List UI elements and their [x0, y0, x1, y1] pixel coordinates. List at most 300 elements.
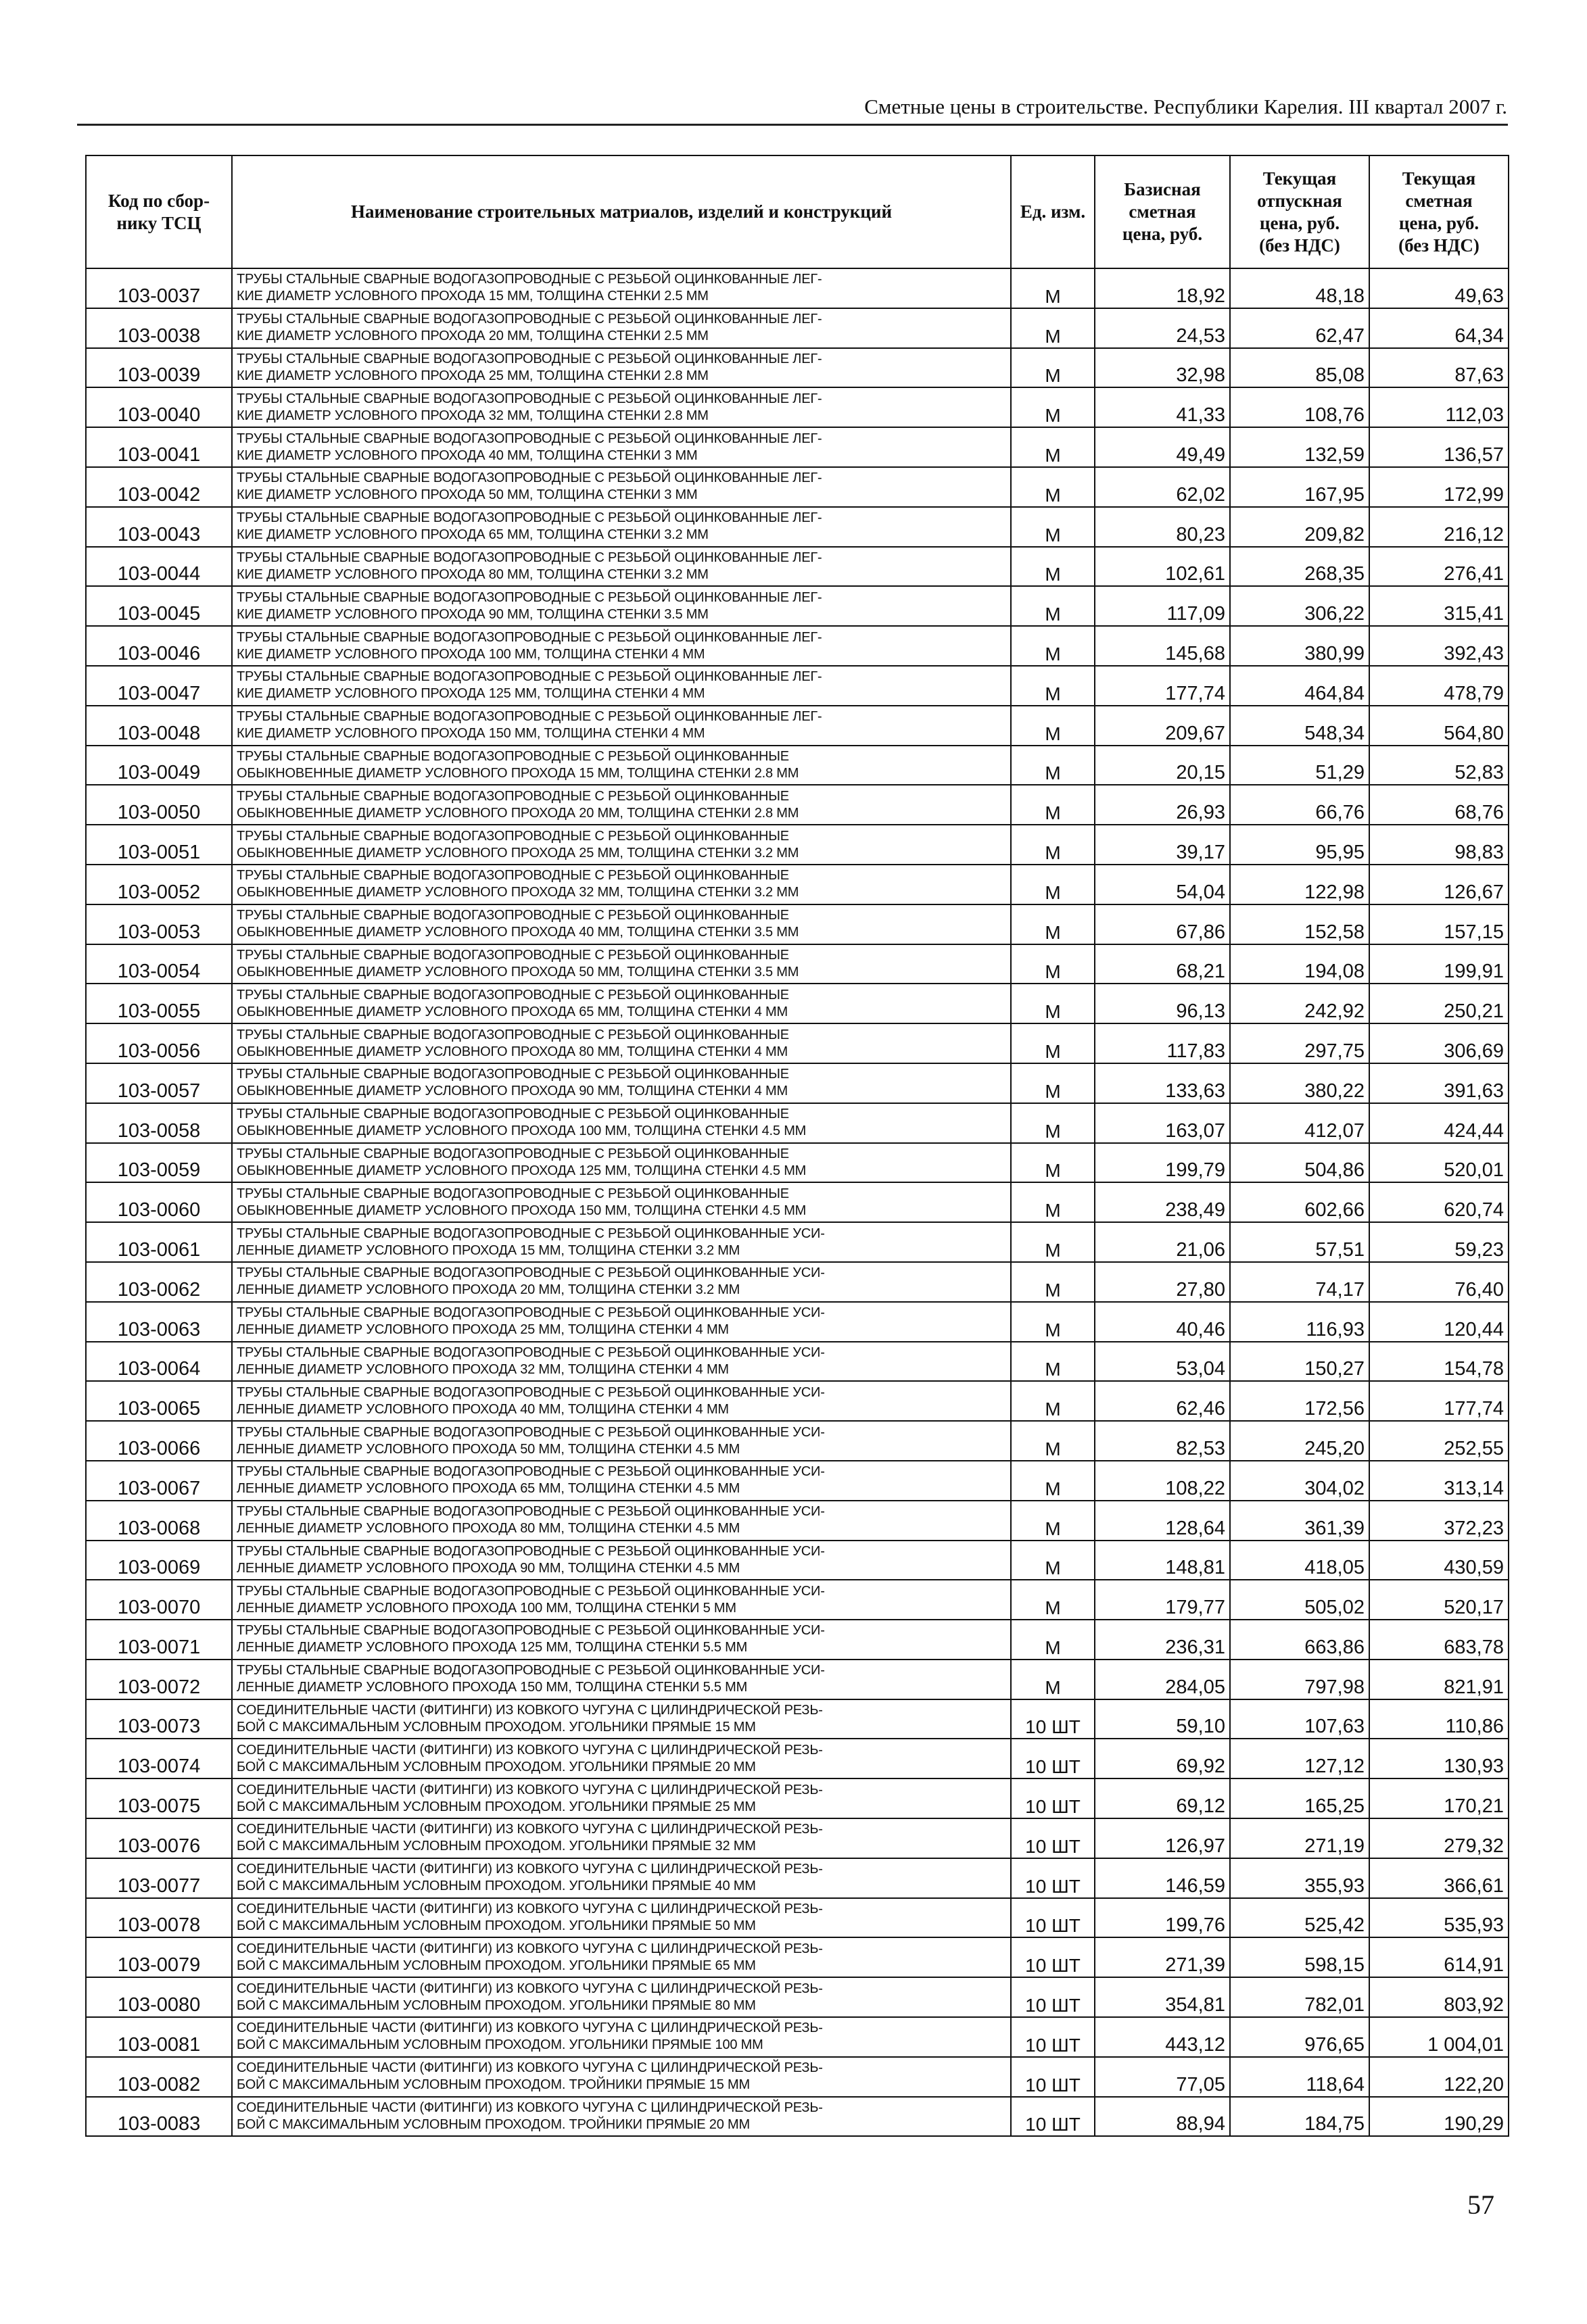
cell-unit: М — [1011, 547, 1095, 587]
cell-current-release-price: 184,75 — [1230, 2097, 1369, 2137]
cell-code: 103-0060 — [86, 1182, 232, 1222]
cell-current-release-price: 304,02 — [1230, 1461, 1369, 1501]
cell-current-release-price: 355,93 — [1230, 1858, 1369, 1898]
cell-current-release-price: 150,27 — [1230, 1342, 1369, 1382]
cell-base-price: 354,81 — [1095, 1977, 1230, 2017]
cell-unit: М — [1011, 1182, 1095, 1222]
table-row — [86, 1541, 1509, 1580]
cell-base-price: 177,74 — [1095, 666, 1230, 706]
cell-current-estimate-price: 803,92 — [1369, 1977, 1509, 2017]
cell-current-estimate-price: 821,91 — [1369, 1660, 1509, 1699]
cell-code: 103-0052 — [86, 865, 232, 904]
table-row — [86, 387, 1509, 427]
cell-current-release-price: 361,39 — [1230, 1501, 1369, 1541]
cell-name: СОЕДИНИТЕЛЬНЫЕ ЧАСТИ (ФИТИНГИ) ИЗ КОВКОГО ЧУГУНА С ЦИЛИНДРИЧЕСКОЙ РЕЗЬ- БОЙ С МАКСИМАЛЬНЫМ УСЛОВНЫМ ПРОХОДОМ. УГОЛЬНИКИ ПРЯМЫЕ 32 ММ — [232, 1818, 1011, 1858]
cell-current-release-price: 74,17 — [1230, 1262, 1369, 1302]
cell-name: ТРУБЫ СТАЛЬНЫЕ СВАРНЫЕ ВОДОГАЗОПРОВОДНЫЕ С РЕЗЬБОЙ ОЦИНКОВАННЫЕ УСИ- ЛЕННЫЕ ДИАМЕТР УСЛОВНОГО ПРОХОДА 32 ММ, ТОЛЩИНА СТЕНКИ 4 ММ — [232, 1342, 1011, 1382]
cell-current-estimate-price: 250,21 — [1369, 984, 1509, 1023]
table-row — [86, 1580, 1509, 1620]
cell-current-release-price: 107,63 — [1230, 1699, 1369, 1739]
cell-unit: М — [1011, 427, 1095, 467]
cell-base-price: 68,21 — [1095, 944, 1230, 984]
cell-name: ТРУБЫ СТАЛЬНЫЕ СВАРНЫЕ ВОДОГАЗОПРОВОДНЫЕ С РЕЗЬБОЙ ОЦИНКОВАННЫЕ ОБЫКНОВЕННЫЕ ДИАМЕТР УСЛОВНОГО ПРОХОДА 50 ММ, ТОЛЩИНА СТЕНКИ 3.5 ММ — [232, 944, 1011, 984]
cell-code: 103-0074 — [86, 1739, 232, 1778]
table-row — [86, 944, 1509, 984]
cell-name: ТРУБЫ СТАЛЬНЫЕ СВАРНЫЕ ВОДОГАЗОПРОВОДНЫЕ С РЕЗЬБОЙ ОЦИНКОВАННЫЕ ОБЫКНОВЕННЫЕ ДИАМЕТР УСЛОВНОГО ПРОХОДА 65 ММ, ТОЛЩИНА СТЕНКИ 4 ММ — [232, 984, 1011, 1023]
cell-base-price: 145,68 — [1095, 626, 1230, 666]
column-header-current-release-price — [1230, 155, 1369, 268]
column-header-name-label: Наименование строительных матриалов, изделий и конструкций — [350, 201, 893, 222]
cell-base-price: 26,93 — [1095, 785, 1230, 825]
cell-name: ТРУБЫ СТАЛЬНЫЕ СВАРНЫЕ ВОДОГАЗОПРОВОДНЫЕ С РЕЗЬБОЙ ОЦИНКОВАННЫЕ ОБЫКНОВЕННЫЕ ДИАМЕТР УСЛОВНОГО ПРОХОДА 25 ММ, ТОЛЩИНА СТЕНКИ 3.2 ММ — [232, 825, 1011, 865]
cell-current-estimate-price: 535,93 — [1369, 1898, 1509, 1938]
table-row — [86, 706, 1509, 746]
cell-name: ТРУБЫ СТАЛЬНЫЕ СВАРНЫЕ ВОДОГАЗОПРОВОДНЫЕ С РЕЗЬБОЙ ОЦИНКОВАННЫЕ ОБЫКНОВЕННЫЕ ДИАМЕТР УСЛОВНОГО ПРОХОДА 125 ММ, ТОЛЩИНА СТЕНКИ 4.5 ММ — [232, 1143, 1011, 1183]
cell-current-release-price: 797,98 — [1230, 1660, 1369, 1699]
cell-name: ТРУБЫ СТАЛЬНЫЕ СВАРНЫЕ ВОДОГАЗОПРОВОДНЫЕ С РЕЗЬБОЙ ОЦИНКОВАННЫЕ ЛЕГ- КИЕ ДИАМЕТР УСЛОВНОГО ПРОХОДА 15 ММ, ТОЛЩИНА СТЕНКИ 2.5 ММ — [232, 268, 1011, 308]
cell-unit: М — [1011, 1302, 1095, 1342]
cell-base-price: 39,17 — [1095, 825, 1230, 865]
cell-current-estimate-price: 620,74 — [1369, 1182, 1509, 1222]
cell-unit: М — [1011, 1501, 1095, 1541]
cell-current-release-price: 548,34 — [1230, 706, 1369, 746]
cell-name: ТРУБЫ СТАЛЬНЫЕ СВАРНЫЕ ВОДОГАЗОПРОВОДНЫЕ С РЕЗЬБОЙ ОЦИНКОВАННЫЕ ОБЫКНОВЕННЫЕ ДИАМЕТР УСЛОВНОГО ПРОХОДА 80 ММ, ТОЛЩИНА СТЕНКИ 4 ММ — [232, 1023, 1011, 1063]
cell-unit: 10 ШТ — [1011, 1739, 1095, 1778]
table-header-row — [86, 155, 1509, 268]
cell-name: ТРУБЫ СТАЛЬНЫЕ СВАРНЫЕ ВОДОГАЗОПРОВОДНЫЕ С РЕЗЬБОЙ ОЦИНКОВАННЫЕ УСИ- ЛЕННЫЕ ДИАМЕТР УСЛОВНОГО ПРОХОДА 15 ММ, ТОЛЩИНА СТЕНКИ 3.2 ММ — [232, 1222, 1011, 1262]
cell-current-estimate-price: 1 004,01 — [1369, 2017, 1509, 2057]
cell-name: ТРУБЫ СТАЛЬНЫЕ СВАРНЫЕ ВОДОГАЗОПРОВОДНЫЕ С РЕЗЬБОЙ ОЦИНКОВАННЫЕ ОБЫКНОВЕННЫЕ ДИАМЕТР УСЛОВНОГО ПРОХОДА 150 ММ, ТОЛЩИНА СТЕНКИ 4.5 ММ — [232, 1182, 1011, 1222]
cell-unit: 10 ШТ — [1011, 2057, 1095, 2097]
table-row — [86, 1660, 1509, 1699]
cell-unit: 10 ШТ — [1011, 2017, 1095, 2057]
column-header-current-release-price-label: Текущая отпускная цена, руб. (без НДС) — [1257, 168, 1342, 256]
cell-code: 103-0082 — [86, 2057, 232, 2097]
table-row — [86, 1023, 1509, 1063]
cell-current-release-price: 116,93 — [1230, 1302, 1369, 1342]
cell-name: СОЕДИНИТЕЛЬНЫЕ ЧАСТИ (ФИТИНГИ) ИЗ КОВКОГО ЧУГУНА С ЦИЛИНДРИЧЕСКОЙ РЕЗЬ- БОЙ С МАКСИМАЛЬНЫМ УСЛОВНЫМ ПРОХОДОМ. УГОЛЬНИКИ ПРЯМЫЕ 40 ММ — [232, 1858, 1011, 1898]
cell-unit: М — [1011, 1103, 1095, 1143]
cell-name: ТРУБЫ СТАЛЬНЫЕ СВАРНЫЕ ВОДОГАЗОПРОВОДНЫЕ С РЕЗЬБОЙ ОЦИНКОВАННЫЕ ЛЕГ- КИЕ ДИАМЕТР УСЛОВНОГО ПРОХОДА 80 ММ, ТОЛЩИНА СТЕНКИ 3.2 ММ — [232, 547, 1011, 587]
table-row — [86, 1222, 1509, 1262]
cell-unit: М — [1011, 1541, 1095, 1580]
cell-code: 103-0063 — [86, 1302, 232, 1342]
cell-current-release-price: 152,58 — [1230, 904, 1369, 944]
cell-code: 103-0047 — [86, 666, 232, 706]
column-header-current-estimate-price — [1369, 155, 1509, 268]
cell-unit: 10 ШТ — [1011, 2097, 1095, 2137]
cell-name: ТРУБЫ СТАЛЬНЫЕ СВАРНЫЕ ВОДОГАЗОПРОВОДНЫЕ С РЕЗЬБОЙ ОЦИНКОВАННЫЕ УСИ- ЛЕННЫЕ ДИАМЕТР УСЛОВНОГО ПРОХОДА 125 ММ, ТОЛЩИНА СТЕНКИ 5.5 ММ — [232, 1620, 1011, 1660]
table-row — [86, 1342, 1509, 1382]
table-row — [86, 666, 1509, 706]
cell-current-estimate-price: 157,15 — [1369, 904, 1509, 944]
cell-current-release-price: 167,95 — [1230, 467, 1369, 507]
cell-base-price: 69,92 — [1095, 1739, 1230, 1778]
cell-code: 103-0071 — [86, 1620, 232, 1660]
cell-unit: М — [1011, 1143, 1095, 1183]
table-row — [86, 1182, 1509, 1222]
cell-unit: М — [1011, 507, 1095, 547]
cell-name: СОЕДИНИТЕЛЬНЫЕ ЧАСТИ (ФИТИНГИ) ИЗ КОВКОГО ЧУГУНА С ЦИЛИНДРИЧЕСКОЙ РЕЗЬ- БОЙ С МАКСИМАЛЬНЫМ УСЛОВНЫМ ПРОХОДОМ. ТРОЙНИКИ ПРЯМЫЕ 15 ММ — [232, 2057, 1011, 2097]
cell-base-price: 59,10 — [1095, 1699, 1230, 1739]
cell-code: 103-0076 — [86, 1818, 232, 1858]
cell-name: СОЕДИНИТЕЛЬНЫЕ ЧАСТИ (ФИТИНГИ) ИЗ КОВКОГО ЧУГУНА С ЦИЛИНДРИЧЕСКОЙ РЕЗЬ- БОЙ С МАКСИМАЛЬНЫМ УСЛОВНЫМ ПРОХОДОМ. УГОЛЬНИКИ ПРЯМЫЕ 15 ММ — [232, 1699, 1011, 1739]
cell-code: 103-0062 — [86, 1262, 232, 1302]
table-row — [86, 1739, 1509, 1778]
table-row — [86, 785, 1509, 825]
column-header-current-estimate-price-label: Текущая сметная цена, руб. (без НДС) — [1398, 168, 1479, 256]
cell-unit: М — [1011, 984, 1095, 1023]
cell-base-price: 284,05 — [1095, 1660, 1230, 1699]
cell-code: 103-0050 — [86, 785, 232, 825]
table-row — [86, 1381, 1509, 1421]
cell-current-release-price: 122,98 — [1230, 865, 1369, 904]
column-header-unit — [1011, 155, 1095, 268]
cell-current-release-price: 418,05 — [1230, 1541, 1369, 1580]
cell-base-price: 24,53 — [1095, 308, 1230, 348]
cell-base-price: 148,81 — [1095, 1541, 1230, 1580]
cell-code: 103-0048 — [86, 706, 232, 746]
cell-unit: М — [1011, 1660, 1095, 1699]
table-row — [86, 1143, 1509, 1183]
cell-current-release-price: 85,08 — [1230, 348, 1369, 388]
cell-name: ТРУБЫ СТАЛЬНЫЕ СВАРНЫЕ ВОДОГАЗОПРОВОДНЫЕ С РЕЗЬБОЙ ОЦИНКОВАННЫЕ ЛЕГ- КИЕ ДИАМЕТР УСЛОВНОГО ПРОХОДА 65 ММ, ТОЛЩИНА СТЕНКИ 3.2 ММ — [232, 507, 1011, 547]
table-row — [86, 467, 1509, 507]
cell-current-estimate-price: 391,63 — [1369, 1063, 1509, 1103]
cell-current-release-price: 306,22 — [1230, 586, 1369, 626]
cell-code: 103-0072 — [86, 1660, 232, 1699]
cell-code: 103-0067 — [86, 1461, 232, 1501]
cell-current-release-price: 380,99 — [1230, 626, 1369, 666]
cell-name: СОЕДИНИТЕЛЬНЫЕ ЧАСТИ (ФИТИНГИ) ИЗ КОВКОГО ЧУГУНА С ЦИЛИНДРИЧЕСКОЙ РЕЗЬ- БОЙ С МАКСИМАЛЬНЫМ УСЛОВНЫМ ПРОХОДОМ. УГОЛЬНИКИ ПРЯМЫЕ 20 ММ — [232, 1739, 1011, 1778]
cell-unit: М — [1011, 1063, 1095, 1103]
cell-base-price: 209,67 — [1095, 706, 1230, 746]
cell-code: 103-0043 — [86, 507, 232, 547]
cell-current-estimate-price: 112,03 — [1369, 387, 1509, 427]
cell-base-price: 69,12 — [1095, 1778, 1230, 1818]
table-row — [86, 1302, 1509, 1342]
cell-current-estimate-price: 68,76 — [1369, 785, 1509, 825]
cell-code: 103-0077 — [86, 1858, 232, 1898]
cell-current-release-price: 172,56 — [1230, 1381, 1369, 1421]
cell-unit: 10 ШТ — [1011, 1898, 1095, 1938]
cell-base-price: 18,92 — [1095, 268, 1230, 308]
cell-code: 103-0069 — [86, 1541, 232, 1580]
cell-current-estimate-price: 136,57 — [1369, 427, 1509, 467]
cell-current-estimate-price: 190,29 — [1369, 2097, 1509, 2137]
cell-unit: М — [1011, 944, 1095, 984]
cell-code: 103-0053 — [86, 904, 232, 944]
cell-current-estimate-price: 59,23 — [1369, 1222, 1509, 1262]
cell-code: 103-0079 — [86, 1937, 232, 1977]
cell-name: ТРУБЫ СТАЛЬНЫЕ СВАРНЫЕ ВОДОГАЗОПРОВОДНЫЕ С РЕЗЬБОЙ ОЦИНКОВАННЫЕ УСИ- ЛЕННЫЕ ДИАМЕТР УСЛОВНОГО ПРОХОДА 80 ММ, ТОЛЩИНА СТЕНКИ 4.5 ММ — [232, 1501, 1011, 1541]
cell-current-estimate-price: 87,63 — [1369, 348, 1509, 388]
cell-current-release-price: 976,65 — [1230, 2017, 1369, 2057]
table-row — [86, 626, 1509, 666]
cell-current-estimate-price: 372,23 — [1369, 1501, 1509, 1541]
cell-current-release-price: 209,82 — [1230, 507, 1369, 547]
cell-unit: 10 ШТ — [1011, 1818, 1095, 1858]
cell-base-price: 41,33 — [1095, 387, 1230, 427]
cell-unit: М — [1011, 1342, 1095, 1382]
cell-base-price: 62,02 — [1095, 467, 1230, 507]
table-row — [86, 1421, 1509, 1461]
cell-current-estimate-price: 64,34 — [1369, 308, 1509, 348]
cell-code: 103-0049 — [86, 746, 232, 785]
cell-current-release-price: 412,07 — [1230, 1103, 1369, 1143]
cell-code: 103-0056 — [86, 1023, 232, 1063]
cell-name: ТРУБЫ СТАЛЬНЫЕ СВАРНЫЕ ВОДОГАЗОПРОВОДНЫЕ С РЕЗЬБОЙ ОЦИНКОВАННЫЕ ЛЕГ- КИЕ ДИАМЕТР УСЛОВНОГО ПРОХОДА 150 ММ, ТОЛЩИНА СТЕНКИ 4 ММ — [232, 706, 1011, 746]
cell-code: 103-0059 — [86, 1143, 232, 1183]
cell-base-price: 128,64 — [1095, 1501, 1230, 1541]
cell-unit: М — [1011, 746, 1095, 785]
table-row — [86, 586, 1509, 626]
cell-unit: М — [1011, 626, 1095, 666]
cell-current-estimate-price: 366,61 — [1369, 1858, 1509, 1898]
cell-code: 103-0042 — [86, 467, 232, 507]
cell-name: ТРУБЫ СТАЛЬНЫЕ СВАРНЫЕ ВОДОГАЗОПРОВОДНЫЕ С РЕЗЬБОЙ ОЦИНКОВАННЫЕ ЛЕГ- КИЕ ДИАМЕТР УСЛОВНОГО ПРОХОДА 90 ММ, ТОЛЩИНА СТЕНКИ 3.5 ММ — [232, 586, 1011, 626]
cell-unit: М — [1011, 666, 1095, 706]
cell-current-estimate-price: 478,79 — [1369, 666, 1509, 706]
cell-name: ТРУБЫ СТАЛЬНЫЕ СВАРНЫЕ ВОДОГАЗОПРОВОДНЫЕ С РЕЗЬБОЙ ОЦИНКОВАННЫЕ УСИ- ЛЕННЫЕ ДИАМЕТР УСЛОВНОГО ПРОХОДА 65 ММ, ТОЛЩИНА СТЕНКИ 4.5 ММ — [232, 1461, 1011, 1501]
cell-unit: М — [1011, 387, 1095, 427]
cell-base-price: 27,80 — [1095, 1262, 1230, 1302]
cell-current-release-price: 297,75 — [1230, 1023, 1369, 1063]
cell-code: 103-0038 — [86, 308, 232, 348]
table-row — [86, 1501, 1509, 1541]
cell-code: 103-0040 — [86, 387, 232, 427]
cell-current-release-price: 525,42 — [1230, 1898, 1369, 1938]
cell-unit: М — [1011, 1262, 1095, 1302]
cell-base-price: 443,12 — [1095, 2017, 1230, 2057]
cell-base-price: 271,39 — [1095, 1937, 1230, 1977]
cell-current-release-price: 464,84 — [1230, 666, 1369, 706]
cell-base-price: 126,97 — [1095, 1818, 1230, 1858]
cell-current-release-price: 51,29 — [1230, 746, 1369, 785]
cell-current-estimate-price: 120,44 — [1369, 1302, 1509, 1342]
cell-current-estimate-price: 520,01 — [1369, 1143, 1509, 1183]
cell-current-release-price: 663,86 — [1230, 1620, 1369, 1660]
cell-unit: М — [1011, 1381, 1095, 1421]
cell-base-price: 32,98 — [1095, 348, 1230, 388]
cell-code: 103-0055 — [86, 984, 232, 1023]
cell-base-price: 146,59 — [1095, 1858, 1230, 1898]
cell-base-price: 20,15 — [1095, 746, 1230, 785]
cell-current-estimate-price: 122,20 — [1369, 2057, 1509, 2097]
cell-current-estimate-price: 154,78 — [1369, 1342, 1509, 1382]
cell-base-price: 236,31 — [1095, 1620, 1230, 1660]
cell-current-release-price: 245,20 — [1230, 1421, 1369, 1461]
table-row — [86, 1461, 1509, 1501]
cell-current-estimate-price: 313,14 — [1369, 1461, 1509, 1501]
cell-name: ТРУБЫ СТАЛЬНЫЕ СВАРНЫЕ ВОДОГАЗОПРОВОДНЫЕ С РЕЗЬБОЙ ОЦИНКОВАННЫЕ ОБЫКНОВЕННЫЕ ДИАМЕТР УСЛОВНОГО ПРОХОДА 32 ММ, ТОЛЩИНА СТЕНКИ 3.2 ММ — [232, 865, 1011, 904]
cell-code: 103-0066 — [86, 1421, 232, 1461]
cell-name: ТРУБЫ СТАЛЬНЫЕ СВАРНЫЕ ВОДОГАЗОПРОВОДНЫЕ С РЕЗЬБОЙ ОЦИНКОВАННЫЕ ЛЕГ- КИЕ ДИАМЕТР УСЛОВНОГО ПРОХОДА 100 ММ, ТОЛЩИНА СТЕНКИ 4 ММ — [232, 626, 1011, 666]
cell-base-price: 199,76 — [1095, 1898, 1230, 1938]
table-row — [86, 1103, 1509, 1143]
cell-name: ТРУБЫ СТАЛЬНЫЕ СВАРНЫЕ ВОДОГАЗОПРОВОДНЫЕ С РЕЗЬБОЙ ОЦИНКОВАННЫЕ УСИ- ЛЕННЫЕ ДИАМЕТР УСЛОВНОГО ПРОХОДА 150 ММ, ТОЛЩИНА СТЕНКИ 5.5 ММ — [232, 1660, 1011, 1699]
cell-code: 103-0045 — [86, 586, 232, 626]
cell-code: 103-0075 — [86, 1778, 232, 1818]
cell-unit: М — [1011, 706, 1095, 746]
cell-unit: М — [1011, 348, 1095, 388]
cell-code: 103-0044 — [86, 547, 232, 587]
cell-current-release-price: 165,25 — [1230, 1778, 1369, 1818]
table-row — [86, 348, 1509, 388]
cell-code: 103-0064 — [86, 1342, 232, 1382]
cell-current-estimate-price: 126,67 — [1369, 865, 1509, 904]
cell-current-release-price: 505,02 — [1230, 1580, 1369, 1620]
table-row — [86, 2097, 1509, 2137]
cell-current-release-price: 57,51 — [1230, 1222, 1369, 1262]
cell-name: ТРУБЫ СТАЛЬНЫЕ СВАРНЫЕ ВОДОГАЗОПРОВОДНЫЕ С РЕЗЬБОЙ ОЦИНКОВАННЫЕ УСИ- ЛЕННЫЕ ДИАМЕТР УСЛОВНОГО ПРОХОДА 20 ММ, ТОЛЩИНА СТЕНКИ 3.2 ММ — [232, 1262, 1011, 1302]
cell-base-price: 133,63 — [1095, 1063, 1230, 1103]
cell-unit: М — [1011, 467, 1095, 507]
cell-code: 103-0083 — [86, 2097, 232, 2137]
cell-name: СОЕДИНИТЕЛЬНЫЕ ЧАСТИ (ФИТИНГИ) ИЗ КОВКОГО ЧУГУНА С ЦИЛИНДРИЧЕСКОЙ РЕЗЬ- БОЙ С МАКСИМАЛЬНЫМ УСЛОВНЫМ ПРОХОДОМ. УГОЛЬНИКИ ПРЯМЫЕ 100 ММ — [232, 2017, 1011, 2057]
cell-current-estimate-price: 683,78 — [1369, 1620, 1509, 1660]
table-row — [86, 2017, 1509, 2057]
column-header-unit-label: Ед. изм. — [1020, 201, 1086, 222]
cell-current-release-price: 95,95 — [1230, 825, 1369, 865]
cell-current-estimate-price: 170,21 — [1369, 1778, 1509, 1818]
cell-current-estimate-price: 614,91 — [1369, 1937, 1509, 1977]
cell-base-price: 21,06 — [1095, 1222, 1230, 1262]
cell-code: 103-0080 — [86, 1977, 232, 2017]
table-row — [86, 1858, 1509, 1898]
cell-code: 103-0057 — [86, 1063, 232, 1103]
cell-code: 103-0046 — [86, 626, 232, 666]
cell-unit: М — [1011, 1023, 1095, 1063]
table-row — [86, 2057, 1509, 2097]
cell-code: 103-0051 — [86, 825, 232, 865]
cell-base-price: 163,07 — [1095, 1103, 1230, 1143]
table-row — [86, 1818, 1509, 1858]
cell-current-estimate-price: 306,69 — [1369, 1023, 1509, 1063]
column-header-base-price-label: Базисная сметная цена, руб. — [1122, 179, 1203, 244]
cell-name: ТРУБЫ СТАЛЬНЫЕ СВАРНЫЕ ВОДОГАЗОПРОВОДНЫЕ С РЕЗЬБОЙ ОЦИНКОВАННЫЕ ОБЫКНОВЕННЫЕ ДИАМЕТР УСЛОВНОГО ПРОХОДА 40 ММ, ТОЛЩИНА СТЕНКИ 3.5 ММ — [232, 904, 1011, 944]
cell-base-price: 40,46 — [1095, 1302, 1230, 1342]
cell-current-estimate-price: 52,83 — [1369, 746, 1509, 785]
cell-current-release-price: 48,18 — [1230, 268, 1369, 308]
cell-base-price: 67,86 — [1095, 904, 1230, 944]
cell-current-release-price: 242,92 — [1230, 984, 1369, 1023]
cell-base-price: 238,49 — [1095, 1182, 1230, 1222]
cell-current-release-price: 598,15 — [1230, 1937, 1369, 1977]
table-row — [86, 1063, 1509, 1103]
cell-current-estimate-price: 110,86 — [1369, 1699, 1509, 1739]
cell-name: ТРУБЫ СТАЛЬНЫЕ СВАРНЫЕ ВОДОГАЗОПРОВОДНЫЕ С РЕЗЬБОЙ ОЦИНКОВАННЫЕ УСИ- ЛЕННЫЕ ДИАМЕТР УСЛОВНОГО ПРОХОДА 90 ММ, ТОЛЩИНА СТЕНКИ 4.5 ММ — [232, 1541, 1011, 1580]
cell-current-release-price: 271,19 — [1230, 1818, 1369, 1858]
cell-name: ТРУБЫ СТАЛЬНЫЕ СВАРНЫЕ ВОДОГАЗОПРОВОДНЫЕ С РЕЗЬБОЙ ОЦИНКОВАННЫЕ ОБЫКНОВЕННЫЕ ДИАМЕТР УСЛОВНОГО ПРОХОДА 100 ММ, ТОЛЩИНА СТЕНКИ 4.5 ММ — [232, 1103, 1011, 1143]
table-row — [86, 268, 1509, 308]
cell-base-price: 117,09 — [1095, 586, 1230, 626]
cell-name: ТРУБЫ СТАЛЬНЫЕ СВАРНЫЕ ВОДОГАЗОПРОВОДНЫЕ С РЕЗЬБОЙ ОЦИНКОВАННЫЕ УСИ- ЛЕННЫЕ ДИАМЕТР УСЛОВНОГО ПРОХОДА 50 ММ, ТОЛЩИНА СТЕНКИ 4.5 ММ — [232, 1421, 1011, 1461]
cell-code: 103-0070 — [86, 1580, 232, 1620]
cell-unit: 10 ШТ — [1011, 1858, 1095, 1898]
cell-current-release-price: 118,64 — [1230, 2057, 1369, 2097]
page-header-title: Сметные цены в строительстве. Республики Карелия. III квартал 2007 г. — [864, 95, 1507, 118]
price-table — [85, 155, 1509, 2137]
cell-code: 103-0073 — [86, 1699, 232, 1739]
cell-unit: М — [1011, 586, 1095, 626]
table-row — [86, 427, 1509, 467]
cell-unit: 10 ШТ — [1011, 1699, 1095, 1739]
cell-base-price: 82,53 — [1095, 1421, 1230, 1461]
cell-current-estimate-price: 520,17 — [1369, 1580, 1509, 1620]
cell-current-estimate-price: 130,93 — [1369, 1739, 1509, 1778]
cell-current-release-price: 268,35 — [1230, 547, 1369, 587]
cell-unit: 10 ШТ — [1011, 1778, 1095, 1818]
table-row — [86, 1898, 1509, 1938]
cell-current-release-price: 62,47 — [1230, 308, 1369, 348]
cell-current-estimate-price: 392,43 — [1369, 626, 1509, 666]
cell-code: 103-0078 — [86, 1898, 232, 1938]
cell-base-price: 62,46 — [1095, 1381, 1230, 1421]
table-row — [86, 1937, 1509, 1977]
cell-base-price: 53,04 — [1095, 1342, 1230, 1382]
table-row — [86, 904, 1509, 944]
cell-code: 103-0054 — [86, 944, 232, 984]
cell-unit: М — [1011, 1421, 1095, 1461]
cell-unit: М — [1011, 1580, 1095, 1620]
cell-code: 103-0081 — [86, 2017, 232, 2057]
cell-name: ТРУБЫ СТАЛЬНЫЕ СВАРНЫЕ ВОДОГАЗОПРОВОДНЫЕ С РЕЗЬБОЙ ОЦИНКОВАННЫЕ ЛЕГ- КИЕ ДИАМЕТР УСЛОВНОГО ПРОХОДА 125 ММ, ТОЛЩИНА СТЕНКИ 4 ММ — [232, 666, 1011, 706]
cell-code: 103-0039 — [86, 348, 232, 388]
cell-current-release-price: 194,08 — [1230, 944, 1369, 984]
column-header-name — [232, 155, 1011, 268]
cell-unit: М — [1011, 1222, 1095, 1262]
cell-unit: 10 ШТ — [1011, 1977, 1095, 2017]
table-row — [86, 984, 1509, 1023]
cell-unit: М — [1011, 1620, 1095, 1660]
cell-name: ТРУБЫ СТАЛЬНЫЕ СВАРНЫЕ ВОДОГАЗОПРОВОДНЫЕ С РЕЗЬБОЙ ОЦИНКОВАННЫЕ ЛЕГ- КИЕ ДИАМЕТР УСЛОВНОГО ПРОХОДА 20 ММ, ТОЛЩИНА СТЕНКИ 2.5 ММ — [232, 308, 1011, 348]
cell-current-release-price: 127,12 — [1230, 1739, 1369, 1778]
cell-name: СОЕДИНИТЕЛЬНЫЕ ЧАСТИ (ФИТИНГИ) ИЗ КОВКОГО ЧУГУНА С ЦИЛИНДРИЧЕСКОЙ РЕЗЬ- БОЙ С МАКСИМАЛЬНЫМ УСЛОВНЫМ ПРОХОДОМ. УГОЛЬНИКИ ПРЯМЫЕ 25 ММ — [232, 1778, 1011, 1818]
cell-current-estimate-price: 76,40 — [1369, 1262, 1509, 1302]
cell-base-price: 77,05 — [1095, 2057, 1230, 2097]
cell-base-price: 179,77 — [1095, 1580, 1230, 1620]
cell-current-release-price: 602,66 — [1230, 1182, 1369, 1222]
cell-unit: 10 ШТ — [1011, 1937, 1095, 1977]
cell-current-estimate-price: 424,44 — [1369, 1103, 1509, 1143]
column-header-code-label: Код по сбор- нику ТСЦ — [108, 190, 210, 233]
cell-current-estimate-price: 315,41 — [1369, 586, 1509, 626]
cell-current-release-price: 66,76 — [1230, 785, 1369, 825]
table-row — [86, 308, 1509, 348]
cell-unit: М — [1011, 785, 1095, 825]
cell-base-price: 102,61 — [1095, 547, 1230, 587]
table-row — [86, 1977, 1509, 2017]
cell-current-estimate-price: 199,91 — [1369, 944, 1509, 984]
cell-current-estimate-price: 98,83 — [1369, 825, 1509, 865]
cell-name: ТРУБЫ СТАЛЬНЫЕ СВАРНЫЕ ВОДОГАЗОПРОВОДНЫЕ С РЕЗЬБОЙ ОЦИНКОВАННЫЕ УСИ- ЛЕННЫЕ ДИАМЕТР УСЛОВНОГО ПРОХОДА 40 ММ, ТОЛЩИНА СТЕНКИ 4 ММ — [232, 1381, 1011, 1421]
table-body — [86, 268, 1509, 2136]
table-row — [86, 865, 1509, 904]
cell-code: 103-0037 — [86, 268, 232, 308]
cell-code: 103-0065 — [86, 1381, 232, 1421]
cell-base-price: 96,13 — [1095, 984, 1230, 1023]
cell-current-estimate-price: 49,63 — [1369, 268, 1509, 308]
cell-unit: М — [1011, 904, 1095, 944]
cell-current-release-price: 132,59 — [1230, 427, 1369, 467]
cell-base-price: 49,49 — [1095, 427, 1230, 467]
column-header-code — [86, 155, 232, 268]
cell-current-release-price: 108,76 — [1230, 387, 1369, 427]
cell-current-estimate-price: 177,74 — [1369, 1381, 1509, 1421]
cell-current-estimate-price: 252,55 — [1369, 1421, 1509, 1461]
cell-current-estimate-price: 564,80 — [1369, 706, 1509, 746]
